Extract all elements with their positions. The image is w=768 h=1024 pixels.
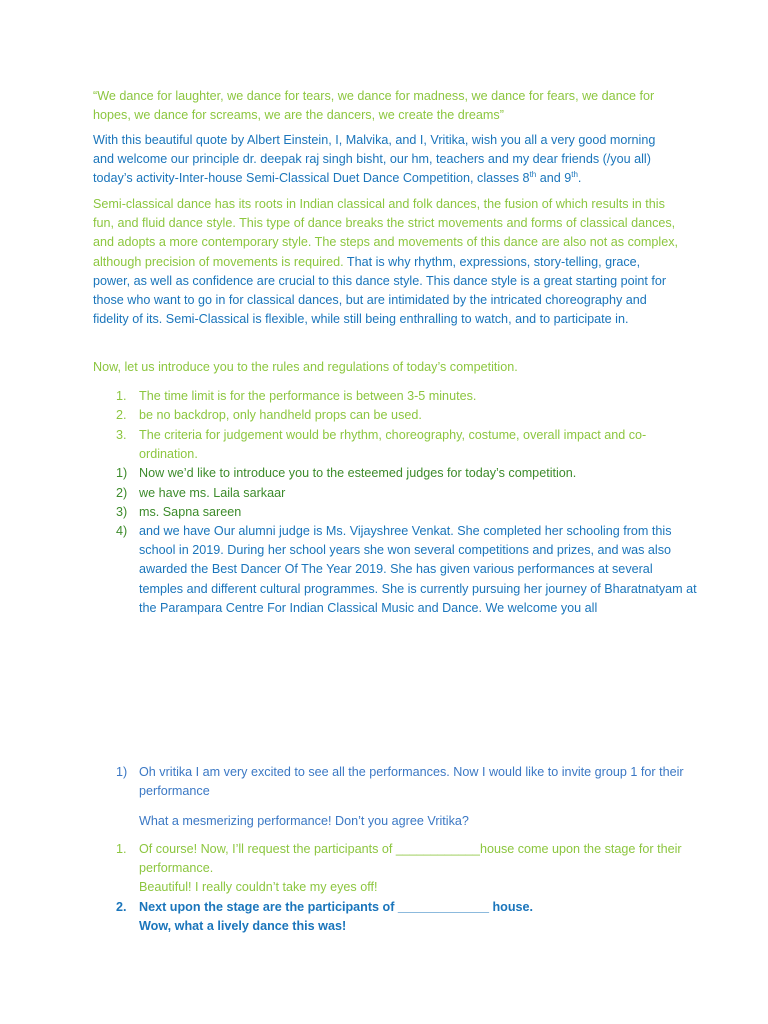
semi-classical-blue-text: That is why rhythm, expressions, story-telling, grace, power, as well as confidence are crucial to this dance style. This dance style is a great starting point for those who want to go in for classical dances, but are intimidated by the intricated choreography and fidelity of its. Semi-Classical is flexible, while still being enthralling to watch, and to participate in. [93, 254, 667, 327]
judge-number: 3) [116, 505, 128, 519]
rules-intro: Now, let us introduce you to the rules and regulations of today’s competition. [93, 360, 518, 374]
performance-text: Oh vritika I am very excited to see all the performances. Now I would like to invite group 1 for their performance [139, 765, 684, 799]
judge-text: Now we’d like to introduce you to the esteemed judges for today’s competition. [139, 466, 577, 480]
rule-number: 1. [116, 389, 127, 403]
intro-paragraph [93, 131, 678, 189]
rule-number: 2. [116, 408, 127, 422]
intro-sup-1: th [529, 170, 537, 180]
judge-text: ms. Sapna sareen [139, 505, 242, 519]
judge-number: 4) [116, 524, 128, 538]
group-content [139, 840, 699, 898]
rule-text: be no backdrop, only handheld props can be used. [139, 408, 422, 422]
intro-text: With this beautiful quote by Albert Einstein, I, Malvika, and I, Vritika, wish you all a very good morning and welcome our principle dr. deepak raj singh bisht, our hm, teachers and my dear friends (/you all) today’s activity-Inter-house Semi-Classical Duet Dance Competition, classes 8 [93, 133, 656, 186]
rule-text: The time limit is for the performance is between 3-5 minutes. [139, 389, 477, 403]
semi-classical-green-text: Semi-classical dance has its roots in Indian classical and folk dances, the fusion of which results in this fun, and fluid dance style. This type of dance breaks the strict movements and forms of classical dances, and adopts a more contemporary style. The steps and movements of this dance are also not as complex, although precision of movements is required. [93, 197, 678, 269]
group-content [139, 898, 699, 936]
intro-and: and 9 [536, 171, 572, 186]
rule-text: The criteria for judgement would be rhythm, choreography, costume, overall impact and co-ordination. [139, 428, 647, 462]
group-reply: Wow, what a lively dance this was! [139, 919, 347, 934]
group-number: 2. [116, 900, 127, 914]
group-text: Next upon the stage are the participants of _____________ house. [139, 900, 534, 914]
performance-number: 1) [116, 765, 128, 779]
intro-end: . [577, 171, 582, 186]
judge-text: and we have Our alumni judge is Ms. Vijayshree Venkat. She completed her schooling from this school in 2019. During her school years she won several competitions and prizes, and was also awarded the Best Dancer Of The Year 2019. She has given various performances at several temples and different cultural programmes. She is currently pursuing her journey of Bharatnatyam at the Parampara Centre For Indian Classical Music and Dance. We welcome you all [139, 524, 697, 615]
group-text: Of course! Now, I’ll request the participants of ____________house come upon the stage for their performance. [139, 842, 682, 876]
judge-number: 2) [116, 486, 128, 500]
rule-number: 3. [116, 428, 127, 442]
group-number: 1. [116, 842, 127, 856]
group-reply: Beautiful! I really couldn’t take my eyes off! [139, 880, 378, 895]
opening-quote: “We dance for laughter, we dance for tears, we dance for madness, we dance for fears, we dance for hopes, we dance for screams, we are the dancers, we create the dreams” [93, 89, 655, 123]
intro-sup-2: th [571, 170, 578, 180]
judge-number: 1) [116, 466, 128, 480]
performance-reply: What a mesmerizing performance! Don’t you agree Vritika? [139, 814, 469, 828]
semi-classical-paragraph [93, 195, 678, 329]
judge-text: we have ms. Laila sarkaar [139, 486, 286, 500]
